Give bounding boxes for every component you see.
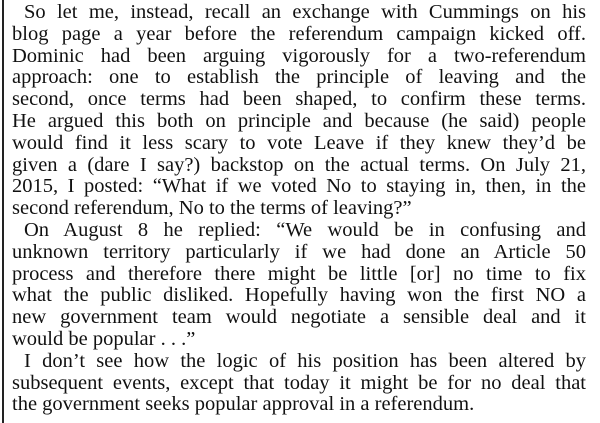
article-text	[12, 2, 586, 416]
text-line: I don’t see how the logic of his position has been altered by	[24, 350, 586, 372]
text-line: the government seeks popular approval in a referendum.	[12, 394, 475, 416]
column-rule	[2, 0, 4, 423]
text-line: second referendum, No to the terms of leaving?”	[12, 198, 412, 220]
text-line: unknown territory particularly if we had done an Article 50	[12, 241, 586, 263]
text-line: process and therefore there might be little [or] no time to fix	[12, 263, 586, 285]
text-line: blog page a year before the referendum campaign kicked off.	[12, 23, 586, 45]
text-line: He argued this both on principle and because (he said) people	[12, 110, 586, 132]
text-line: So let me, instead, recall an exchange with Cummings on his	[24, 2, 586, 23]
text-line: given a (dare I say?) backstop on the actual terms. On July 21,	[12, 154, 586, 176]
text-line: would find it less scary to vote Leave if they knew they’d be	[12, 132, 586, 154]
text-line: 2015, I posted: “What if we voted No to staying in, then, in the	[12, 176, 586, 198]
text-line: what the public disliked. Hopefully having won the first NO a	[12, 285, 586, 307]
text-line: Dominic had been arguing vigorously for a two-referendum	[12, 45, 586, 67]
text-line: would be popular . . .”	[12, 328, 196, 350]
text-line: subsequent events, except that today it might be for no deal that	[12, 372, 586, 394]
text-line: approach: one to establish the principle of leaving and the	[12, 67, 586, 89]
text-line: new government team would negotiate a sensible deal and it	[12, 307, 586, 329]
text-line: On August 8 he replied: “We would be in confusing and	[24, 219, 586, 241]
text-line: second, once terms had been shaped, to confirm these terms.	[12, 89, 586, 111]
